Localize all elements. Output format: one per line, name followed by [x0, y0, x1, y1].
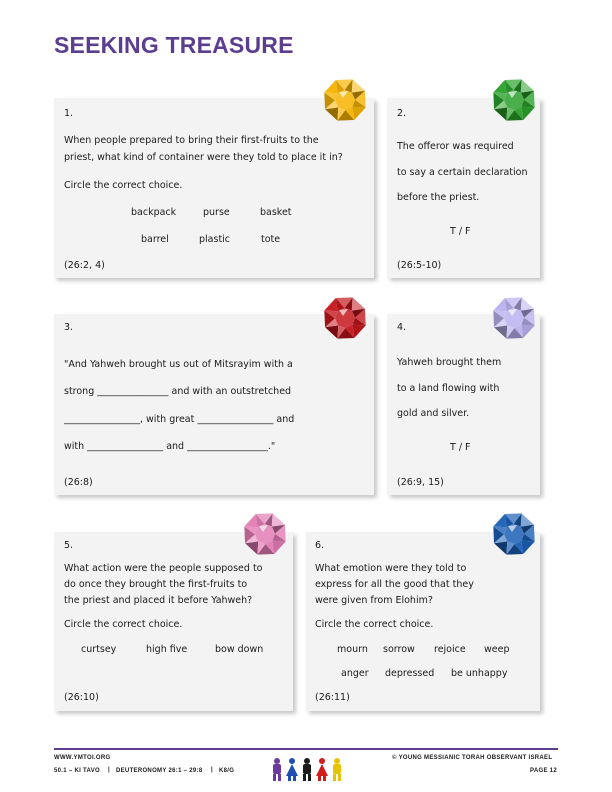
gem-facet	[521, 541, 534, 554]
choice-option[interactable]: weep	[484, 644, 510, 655]
footer-portion: 50.1 – KI TAVO	[54, 768, 100, 774]
choice-option[interactable]: tote	[261, 234, 281, 245]
question-number: 2.	[397, 108, 407, 119]
question-text: What emotion were they told to	[315, 563, 467, 574]
gem-facet	[521, 107, 534, 120]
gem-facet	[324, 80, 337, 93]
question-number: 6.	[315, 540, 325, 551]
instruction-text: Circle the correct choice.	[64, 180, 183, 191]
footer-website[interactable]: WWW.YMTOI.ORG	[54, 755, 111, 761]
footer-grade: K8/G	[219, 768, 235, 774]
figure-black	[303, 758, 311, 781]
scripture-reference: (26:11)	[315, 692, 350, 703]
question-text: ________________, with great ________________ and	[64, 414, 295, 425]
green-gem-icon	[487, 74, 541, 128]
scripture-reference: (26:2, 4)	[64, 260, 105, 271]
gem-facet	[521, 325, 534, 338]
question-number: 5.	[64, 540, 74, 551]
lavender-gem-icon	[487, 292, 541, 346]
gem-facet	[521, 513, 534, 526]
question-number: 3.	[64, 322, 74, 333]
footer-copyright: © YOUNG MESSIANIC TORAH OBSERVANT ISRAEL	[392, 755, 553, 761]
choice-option[interactable]: plastic	[199, 234, 231, 245]
gem-facet	[493, 80, 506, 93]
gem-facet	[272, 541, 285, 554]
instruction-text: Circle the correct choice.	[64, 619, 183, 630]
true-false-choice[interactable]: T / F	[450, 226, 471, 237]
gem-facet	[521, 79, 534, 92]
gem-facet	[272, 513, 285, 526]
pink-gem-icon	[238, 508, 292, 562]
choice-option[interactable]: purse	[203, 207, 230, 218]
question-text: Yahweh brought them	[397, 357, 502, 368]
gem-facet	[324, 298, 337, 311]
question-text: express for all the good that they	[315, 579, 474, 590]
choice-option[interactable]: bow down	[215, 644, 264, 655]
gem-facet	[352, 325, 365, 338]
footer-divider: |	[211, 767, 213, 773]
figure-red	[316, 758, 328, 781]
question-text: the priest and placed it before Yahweh?	[64, 595, 253, 606]
question-text: to say a certain declaration	[397, 167, 528, 178]
page-title: SEEKING TREASURE	[54, 32, 294, 58]
choice-option[interactable]: backpack	[131, 207, 177, 218]
gem-facet	[494, 107, 507, 120]
question-text: strong _______________ and with an outstretched	[64, 386, 292, 397]
gem-facet	[352, 107, 365, 120]
question-text: The offeror was required	[397, 141, 514, 152]
footer-scripture-range: DEUTERONOMY 26:1 – 29:8	[116, 768, 203, 774]
footer-rule	[54, 748, 558, 750]
gem-facet	[352, 79, 365, 92]
figure-yellow	[333, 758, 341, 781]
question-text: do once they brought the first-fruits to	[64, 579, 248, 590]
choice-option[interactable]: basket	[260, 207, 292, 218]
scripture-reference: (26:5-10)	[397, 260, 442, 271]
scripture-reference: (26:8)	[64, 477, 93, 488]
red-gem-icon	[318, 292, 372, 346]
gem-facet	[325, 107, 338, 120]
gem-facet	[521, 297, 534, 310]
question-number: 4.	[397, 322, 407, 333]
choice-option[interactable]: high five	[146, 644, 188, 655]
gem-facet	[493, 514, 506, 527]
question-text: with ________________ and _________________."	[64, 441, 276, 452]
question-text: gold and silver.	[397, 408, 470, 419]
choice-option[interactable]: be unhappy	[451, 668, 508, 679]
choice-option[interactable]: sorrow	[383, 644, 415, 655]
footer-divider: |	[108, 767, 110, 773]
choice-option[interactable]: rejoice	[434, 644, 466, 655]
choice-option[interactable]: barrel	[141, 234, 169, 245]
instruction-text: Circle the correct choice.	[315, 619, 434, 630]
question-number: 1.	[64, 108, 74, 119]
scripture-reference: (26:10)	[64, 692, 99, 703]
question-text: to a land flowing with	[397, 383, 500, 394]
question-text: What action were the people supposed to	[64, 563, 263, 574]
gem-facet	[493, 298, 506, 311]
question-text: were given from Elohim?	[315, 595, 433, 606]
true-false-choice[interactable]: T / F	[450, 442, 471, 453]
gem-facet	[325, 325, 338, 338]
gem-facet	[494, 541, 507, 554]
gem-facet	[244, 514, 257, 527]
choice-option[interactable]: curtsey	[81, 644, 117, 655]
question-text: "And Yahweh brought us out of Mitsrayim with a	[64, 359, 293, 370]
question-text: When people prepared to bring their first-fruits to the	[64, 135, 319, 146]
gem-facet	[352, 297, 365, 310]
footer-page-number: PAGE 12	[530, 768, 557, 774]
scripture-reference: (26:9, 15)	[397, 477, 444, 488]
blue-gem-icon	[487, 508, 541, 562]
question-text: before the priest.	[397, 192, 480, 203]
figure-purple	[273, 758, 281, 781]
question-text: priest, what kind of container were they told to place it in?	[64, 152, 343, 163]
gem-facet	[494, 325, 507, 338]
choice-option[interactable]: anger	[341, 668, 369, 679]
choice-option[interactable]: mourn	[337, 644, 368, 655]
gem-facet	[245, 541, 258, 554]
figure-blue	[286, 758, 298, 781]
choice-option[interactable]: depressed	[385, 668, 435, 679]
children-logo-icon	[270, 756, 350, 782]
yellow-gem-icon	[318, 74, 372, 128]
